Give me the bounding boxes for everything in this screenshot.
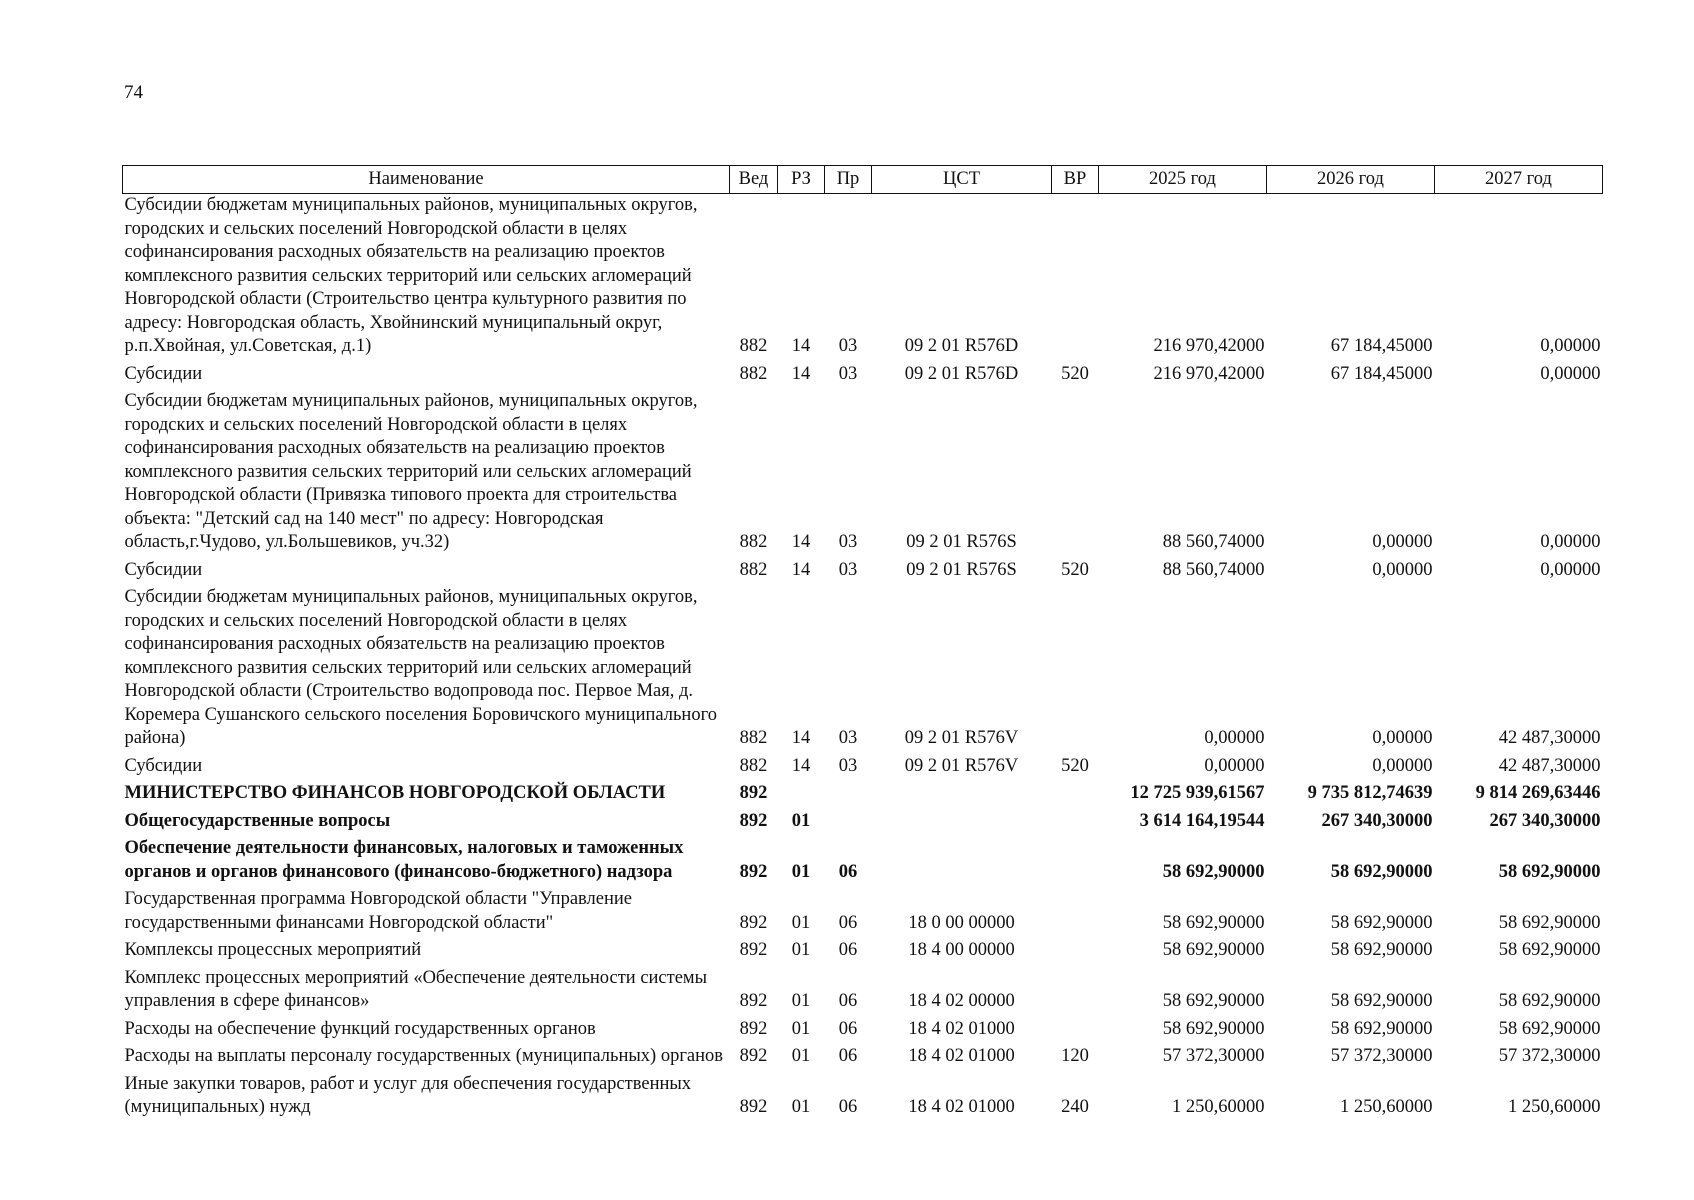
cell-name: Расходы на выплаты персоналу государственных (муниципальных) органов [124, 1046, 724, 1066]
cell-cst [872, 806, 1052, 834]
cell-2026: 0,00000 [1372, 755, 1433, 776]
cell-pr: 06 [838, 1046, 858, 1066]
cell-2026: 58 692,90000 [1330, 861, 1433, 882]
cell-pr: 06 [838, 912, 858, 933]
column-header-vr: ВР [1052, 166, 1099, 194]
cell-vr [1052, 778, 1099, 806]
cell-pr: 03 [838, 363, 858, 384]
cell-rz: 14 [791, 336, 811, 356]
cell-2027: 57 372,30000 [1498, 1046, 1601, 1066]
cell-2027: 0,00000 [1540, 363, 1601, 384]
cell-ved: 892 [739, 1097, 768, 1117]
cell-pr: 06 [838, 940, 858, 960]
cell-ved: 892 [739, 810, 768, 831]
cell-2026: 58 692,90000 [1330, 912, 1433, 933]
cell-ved: 882 [739, 336, 768, 356]
cell-rz [778, 778, 825, 806]
table-row [123, 833, 1603, 884]
column-header-pr: Пр [825, 166, 872, 194]
cell-name: Иные закупки товаров, работ и услуг для обеспечения государственных (муниципальных) нужд [124, 1073, 692, 1117]
cell-2027: 9 814 269,63446 [1475, 783, 1601, 803]
cell-2025: 58 692,90000 [1162, 1018, 1265, 1039]
cell-cst: 09 2 01 R576S [906, 532, 1017, 552]
cell-rz: 01 [791, 861, 811, 882]
cell-rz: 14 [791, 532, 811, 552]
cell-rz: 14 [791, 559, 811, 580]
column-header-2025: 2025 год [1099, 166, 1267, 194]
column-header-rz: РЗ [778, 166, 825, 194]
cell-ved: 882 [739, 728, 768, 748]
cell-cst: 18 0 00 00000 [908, 912, 1015, 933]
cell-2027: 58 692,90000 [1498, 940, 1601, 960]
cell-name: МИНИСТЕРСТВО ФИНАНСОВ НОВГОРОДСКОЙ ОБЛАСТИ [124, 783, 666, 803]
cell-pr: 03 [838, 532, 858, 552]
cell-name: Обеспечение деятельности финансовых, налоговых и таможенных органов и органов финансового (финансово-бюджетного) надзора [124, 838, 684, 882]
cell-name: Комплексы процессных мероприятий [124, 940, 422, 960]
table-row [123, 194, 1603, 359]
table-row [123, 359, 1603, 387]
cell-cst: 09 2 01 R576V [904, 728, 1019, 748]
cell-2026: 1 250,60000 [1340, 1097, 1433, 1117]
table-row [123, 386, 1603, 555]
cell-2025: 58 692,90000 [1162, 861, 1265, 882]
cell-rz: 01 [791, 810, 811, 831]
cell-2026: 58 692,90000 [1330, 991, 1433, 1011]
cell-cst: 09 2 01 R576V [904, 755, 1019, 776]
cell-pr: 06 [838, 1097, 858, 1117]
budget-table [122, 165, 1603, 1120]
cell-name: Субсидии бюджетам муниципальных районов, муниципальных округов, городских и сельских поселений Новгородской области в целях софинансирования расходных обязательств на реализацию проектов комплексного развития сельских территорий или сельских агломераций Новгородской области (Привязка типового проекта для строительства объекта: "Детский сад на 140 мест" по адресу: Новгородская область,г.Чудово, ул.Большевиков, уч.32) [124, 391, 698, 552]
cell-vr [1052, 963, 1099, 1014]
cell-name: Субсидии бюджетам муниципальных районов, муниципальных округов, городских и сельских поселений Новгородской области в целях софинансирования расходных обязательств на реализацию проектов комплексного развития сельских территорий или сельских агломераций Новгородской области (Строительство центра культурного развития по адресу: Новгородская область, Хвойнинский муниципальный округ, р.п.Хвойная, ул.Советская, д.1) [124, 195, 698, 356]
cell-rz: 01 [791, 1097, 811, 1117]
cell-ved: 892 [739, 991, 768, 1011]
cell-2025: 1 250,60000 [1172, 1097, 1265, 1117]
cell-2027: 42 487,30000 [1498, 755, 1601, 776]
cell-name: Субсидии бюджетам муниципальных районов, муниципальных округов, городских и сельских поселений Новгородской области в целях софинансирования расходных обязательств на реализацию проектов комплексного развития сельских территорий или сельских агломераций Новгородской области (Строительство водопровода пос. Первое Мая, д. Коремера Сушанского сельского поселения Боровичского муниципального района) [124, 587, 717, 748]
cell-vr: 120 [1061, 1046, 1089, 1066]
table-body [123, 194, 1603, 1120]
cell-2027: 1 250,60000 [1508, 1097, 1601, 1117]
cell-pr: 06 [838, 861, 858, 882]
cell-name: Субсидии [124, 755, 203, 776]
column-header-cst: ЦСТ [872, 166, 1052, 194]
cell-2026: 0,00000 [1372, 559, 1433, 580]
cell-cst [872, 833, 1052, 884]
cell-vr [1052, 386, 1099, 555]
cell-ved: 892 [739, 861, 768, 882]
cell-rz: 01 [791, 991, 811, 1011]
cell-rz: 14 [791, 363, 811, 384]
table-row [123, 1014, 1603, 1042]
cell-vr [1052, 884, 1099, 935]
cell-2027: 58 692,90000 [1498, 861, 1601, 882]
cell-rz: 01 [791, 940, 811, 960]
table-row [123, 935, 1603, 963]
cell-pr: 06 [838, 991, 858, 1011]
cell-vr [1052, 1014, 1099, 1042]
cell-ved: 892 [739, 1046, 768, 1066]
cell-rz: 14 [791, 728, 811, 748]
cell-name: Государственная программа Новгородской области "Управление государственными финансами Новгородской области" [124, 889, 632, 933]
cell-ved: 882 [739, 363, 768, 384]
cell-name: Комплекс процессных мероприятий «Обеспечение деятельности системы управления в сфере финансов» [124, 967, 708, 1011]
cell-name: Общегосударственные вопросы [124, 810, 391, 831]
cell-2025: 0,00000 [1204, 728, 1265, 748]
cell-2027: 0,00000 [1540, 532, 1601, 552]
cell-pr: 06 [838, 1018, 858, 1039]
cell-pr [825, 778, 872, 806]
cell-cst: 09 2 01 R576D [904, 336, 1019, 356]
cell-rz: 14 [791, 755, 811, 776]
cell-name: Субсидии [124, 559, 203, 580]
table-row [123, 778, 1603, 806]
cell-2025: 88 560,74000 [1162, 559, 1265, 580]
cell-ved: 892 [739, 912, 768, 933]
cell-vr: 520 [1061, 363, 1089, 384]
cell-ved: 882 [739, 559, 768, 580]
table-row [123, 963, 1603, 1014]
cell-rz: 01 [791, 1046, 811, 1066]
cell-vr [1052, 194, 1099, 359]
cell-2025: 216 970,42000 [1153, 363, 1265, 384]
column-header-name: Наименование [123, 166, 730, 194]
cell-cst: 18 4 02 01000 [908, 1097, 1015, 1117]
cell-vr [1052, 582, 1099, 751]
cell-ved: 882 [739, 755, 768, 776]
cell-cst: 09 2 01 R576D [904, 363, 1019, 384]
cell-2027: 0,00000 [1540, 336, 1601, 356]
cell-vr: 240 [1061, 1097, 1089, 1117]
cell-2027: 0,00000 [1540, 559, 1601, 580]
cell-2027: 58 692,90000 [1498, 991, 1601, 1011]
cell-pr: 03 [838, 755, 858, 776]
cell-2026: 0,00000 [1372, 728, 1433, 748]
cell-2026: 57 372,30000 [1330, 1046, 1433, 1066]
cell-cst: 18 4 02 01000 [908, 1046, 1015, 1066]
cell-2027: 58 692,90000 [1498, 912, 1601, 933]
cell-vr: 520 [1061, 755, 1089, 776]
table-row [123, 751, 1603, 779]
cell-vr [1052, 833, 1099, 884]
table-row [123, 1069, 1603, 1120]
cell-cst: 09 2 01 R576S [906, 559, 1017, 580]
cell-pr: 03 [838, 336, 858, 356]
table-row [123, 1041, 1603, 1069]
cell-cst [872, 778, 1052, 806]
cell-2026: 67 184,45000 [1330, 336, 1433, 356]
table-row [123, 884, 1603, 935]
cell-rz: 01 [791, 912, 811, 933]
page-number: 74 [124, 82, 143, 103]
cell-2027: 267 340,30000 [1489, 810, 1601, 831]
cell-ved: 892 [739, 1018, 768, 1039]
cell-2025: 12 725 939,61567 [1130, 783, 1265, 803]
cell-2027: 58 692,90000 [1498, 1018, 1601, 1039]
cell-2025: 3 614 164,19544 [1139, 810, 1265, 831]
cell-2026: 58 692,90000 [1330, 1018, 1433, 1039]
column-header-2027: 2027 год [1435, 166, 1603, 194]
cell-2025: 88 560,74000 [1162, 532, 1265, 552]
table-row [123, 555, 1603, 583]
cell-2026: 67 184,45000 [1330, 363, 1433, 384]
cell-2026: 58 692,90000 [1330, 940, 1433, 960]
cell-cst: 18 4 00 00000 [908, 940, 1015, 960]
table-header-row [123, 166, 1603, 194]
cell-cst: 18 4 02 00000 [908, 991, 1015, 1011]
cell-2027: 42 487,30000 [1498, 728, 1601, 748]
column-header-2026: 2026 год [1267, 166, 1435, 194]
cell-name: Субсидии [124, 363, 203, 384]
cell-2025: 216 970,42000 [1153, 336, 1265, 356]
cell-2025: 58 692,90000 [1162, 940, 1265, 960]
table-row [123, 806, 1603, 834]
cell-pr: 03 [838, 728, 858, 748]
cell-2025: 57 372,30000 [1162, 1046, 1265, 1066]
table-row [123, 582, 1603, 751]
cell-2026: 9 735 812,74639 [1307, 783, 1433, 803]
cell-2025: 58 692,90000 [1162, 991, 1265, 1011]
cell-vr: 520 [1061, 559, 1089, 580]
cell-rz: 01 [791, 1018, 811, 1039]
cell-pr: 03 [838, 559, 858, 580]
cell-2025: 0,00000 [1204, 755, 1265, 776]
cell-ved: 892 [739, 940, 768, 960]
cell-name: Расходы на обеспечение функций государственных органов [124, 1018, 596, 1039]
cell-2025: 58 692,90000 [1162, 912, 1265, 933]
cell-vr [1052, 806, 1099, 834]
cell-2026: 267 340,30000 [1321, 810, 1433, 831]
cell-vr [1052, 935, 1099, 963]
column-header-ved: Вед [730, 166, 778, 194]
cell-cst: 18 4 02 01000 [908, 1018, 1015, 1039]
cell-pr [825, 806, 872, 834]
cell-ved: 892 [739, 783, 768, 803]
cell-ved: 882 [739, 532, 768, 552]
cell-2026: 0,00000 [1372, 532, 1433, 552]
